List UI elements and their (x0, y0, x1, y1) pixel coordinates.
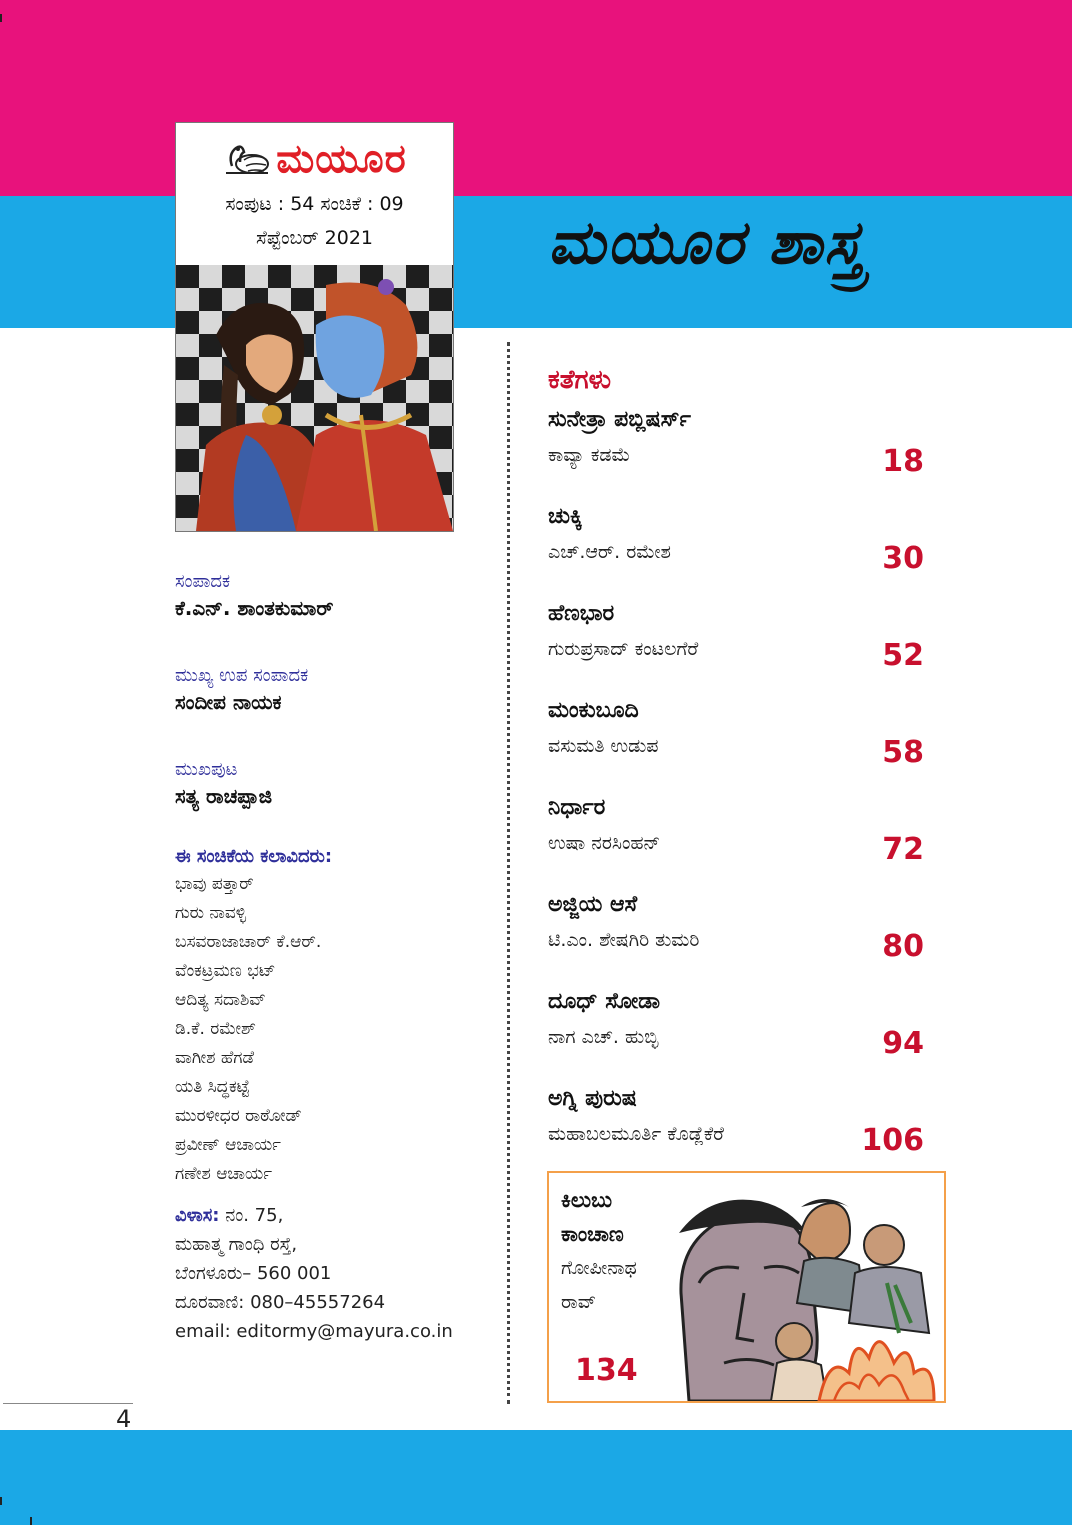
credit-name: ಸಂದೀಪ ನಾಯಕ (175, 690, 282, 714)
cover-painting (176, 265, 453, 531)
artist-name: ಗಣೇಶ ಆಚಾರ್ಯ (175, 1164, 273, 1184)
story-author: ಗುರುಪ್ರಸಾದ್ ಕಂಟಲಗೆರೆ (548, 638, 699, 660)
artist-name: ಆದಿತ್ಯ ಸದಾಶಿವ್ (175, 990, 266, 1010)
feature-author: ರಾವ್ (561, 1291, 597, 1313)
story-author: ಉಷಾ ನರಸಿಂಹನ್ (548, 832, 661, 854)
story-title: ಮಂಕುಬೂದಿ (548, 698, 639, 723)
feature-title: ಕಾಂಚಾಣ (561, 1222, 624, 1246)
story-entry[interactable] (548, 693, 938, 790)
feature-text (561, 1183, 691, 1319)
story-author: ಟಿ.ಎಂ. ಶೇಷಗಿರಿ ತುಮರಿ (548, 929, 700, 951)
credit-label: ಮುಖಪುಟ (175, 759, 238, 780)
story-author: ಎಚ್.ಆರ್. ರಮೇಶ (548, 541, 671, 563)
credit-chief-sub-editor (175, 664, 495, 716)
story-page-number: 80 (882, 929, 924, 964)
address-line: ನಂ. 75, (225, 1205, 284, 1226)
peacock-logo-icon (222, 140, 270, 176)
credit-editor (175, 570, 495, 622)
artist-name: ವಾಗೀಶ ಹೆಗಡೆ (175, 1048, 254, 1068)
page-number: 4 (116, 1405, 132, 1433)
artist-name: ಬಸವರಾಜಾಚಾರ್ ಕೆ.ಆರ್. (175, 932, 322, 952)
credit-cover (175, 758, 495, 810)
column-divider (507, 342, 510, 1404)
story-author: ಮಹಾಬಲಮೂರ್ತಿ ಕೊಡ್ಲೆಕೆರೆ (548, 1123, 724, 1145)
story-author: ವಸುಮತಿ ಉಡುಪ (548, 735, 659, 757)
story-title: ಸುನೇತ್ರಾ ಪಬ್ಲಿಷರ್ಸ್ (548, 407, 691, 432)
credit-label: ಮುಖ್ಯ ಉಪ ಸಂಪಾದಕ (175, 665, 309, 686)
page-number-rule (3, 1403, 133, 1404)
logo-text: ಮಯೂರ (276, 134, 407, 182)
story-title: ಅಗ್ನಿ ಪುರುಷ (548, 1086, 637, 1111)
crop-mark (30, 1517, 32, 1525)
masthead-card (175, 122, 454, 532)
artist-name: ಭಾವು ಪತ್ತಾರ್ (175, 874, 254, 894)
address-line: ಬೆಂಗಳೂರು– 560 001 (175, 1263, 332, 1284)
story-page-number: 58 (882, 735, 924, 770)
feature-story-box[interactable] (547, 1171, 946, 1403)
story-page-number: 106 (861, 1123, 924, 1158)
story-entry[interactable] (548, 499, 938, 596)
credits (175, 570, 495, 1346)
credit-name: ಕೆ.ಎನ್. ಶಾಂತಕುಮಾರ್ (175, 596, 334, 620)
category-title: ಕತೆಗಳು (548, 365, 611, 395)
story-page-number: 72 (882, 832, 924, 867)
issue-line: ಸಂಪುಟ : 54 ಸಂಚಿಕೆ : 09 (225, 193, 404, 215)
artist-name: ಮುರಳೀಧರ ರಾಠೋಡ್ (175, 1106, 302, 1126)
credit-label: ಸಂಪಾದಕ (175, 571, 231, 592)
artist-name: ಗುರು ನಾವಳ್ಳಿ (175, 903, 247, 923)
story-title: ದೂಧ್ ಸೋಡಾ (548, 989, 660, 1014)
story-title: ನಿರ್ಧಾರ (548, 795, 606, 820)
section-title: ಮಯೂರ ಶಾಸ್ತ್ರ (548, 208, 866, 278)
feature-author: ಗೋಪೀನಾಥ (561, 1257, 637, 1279)
artist-name: ಪ್ರವೀಣ್ ಆಚಾರ್ಯ (175, 1135, 281, 1155)
story-entry[interactable] (548, 984, 938, 1081)
feature-title: ಕಿಲುಬು (561, 1188, 613, 1212)
address-label: ವಿಳಾಸ: (175, 1205, 220, 1226)
artist-name: ವೆಂಕಟ್ರಮಣ ಭಟ್ (175, 961, 276, 981)
header-pink-band (0, 0, 1072, 196)
contents-list (548, 360, 938, 1178)
story-page-number: 18 (882, 444, 924, 479)
artists-title: ಈ ಸಂಚಿಕೆಯ ಕಲಾವಿದರು: (175, 846, 333, 867)
story-title: ಅಜ್ಜಿಯ ಆಸೆ (548, 892, 638, 917)
address-line: ಮಹಾತ್ಮ ಗಾಂಧಿ ರಸ್ತೆ, (175, 1234, 298, 1255)
date-line: ಸೆಪ್ಟೆಂಬರ್ 2021 (255, 227, 374, 249)
logo (176, 123, 453, 187)
story-page-number: 94 (882, 1026, 924, 1061)
story-entry[interactable] (548, 887, 938, 984)
story-entry[interactable] (548, 402, 938, 499)
crop-mark (0, 14, 2, 22)
story-entry[interactable] (548, 1081, 938, 1178)
story-title: ಹೆಣಭಾರ (548, 601, 615, 626)
crop-mark (0, 1497, 2, 1505)
artist-name: ಯತಿ ಸಿದ್ಧಕಟ್ಟೆ (175, 1077, 250, 1097)
email-link[interactable]: email: editormy@mayura.co.in (175, 1321, 453, 1342)
story-entry[interactable] (548, 790, 938, 887)
story-author: ನಾಗ ಎಚ್. ಹುಬ್ಳಿ (548, 1026, 659, 1048)
footer-blue-band (0, 1430, 1072, 1525)
story-page-number: 30 (882, 541, 924, 576)
story-title: ಚುಕ್ಕಿ (548, 504, 583, 529)
artist-name: ಡಿ.ಕೆ. ರಮೇಶ್ (175, 1019, 256, 1039)
phone-line: ದೂರವಾಣಿ: 080–45557264 (175, 1292, 386, 1313)
story-author: ಕಾವ್ಯಾ ಕಡಮೆ (548, 444, 631, 466)
feature-page-number: 134 (575, 1353, 638, 1388)
story-entry[interactable] (548, 596, 938, 693)
credit-name: ಸತ್ಯ ರಾಚಪ್ಪಾಜಿ (175, 784, 273, 808)
address-block (175, 1201, 495, 1230)
story-page-number: 52 (882, 638, 924, 673)
